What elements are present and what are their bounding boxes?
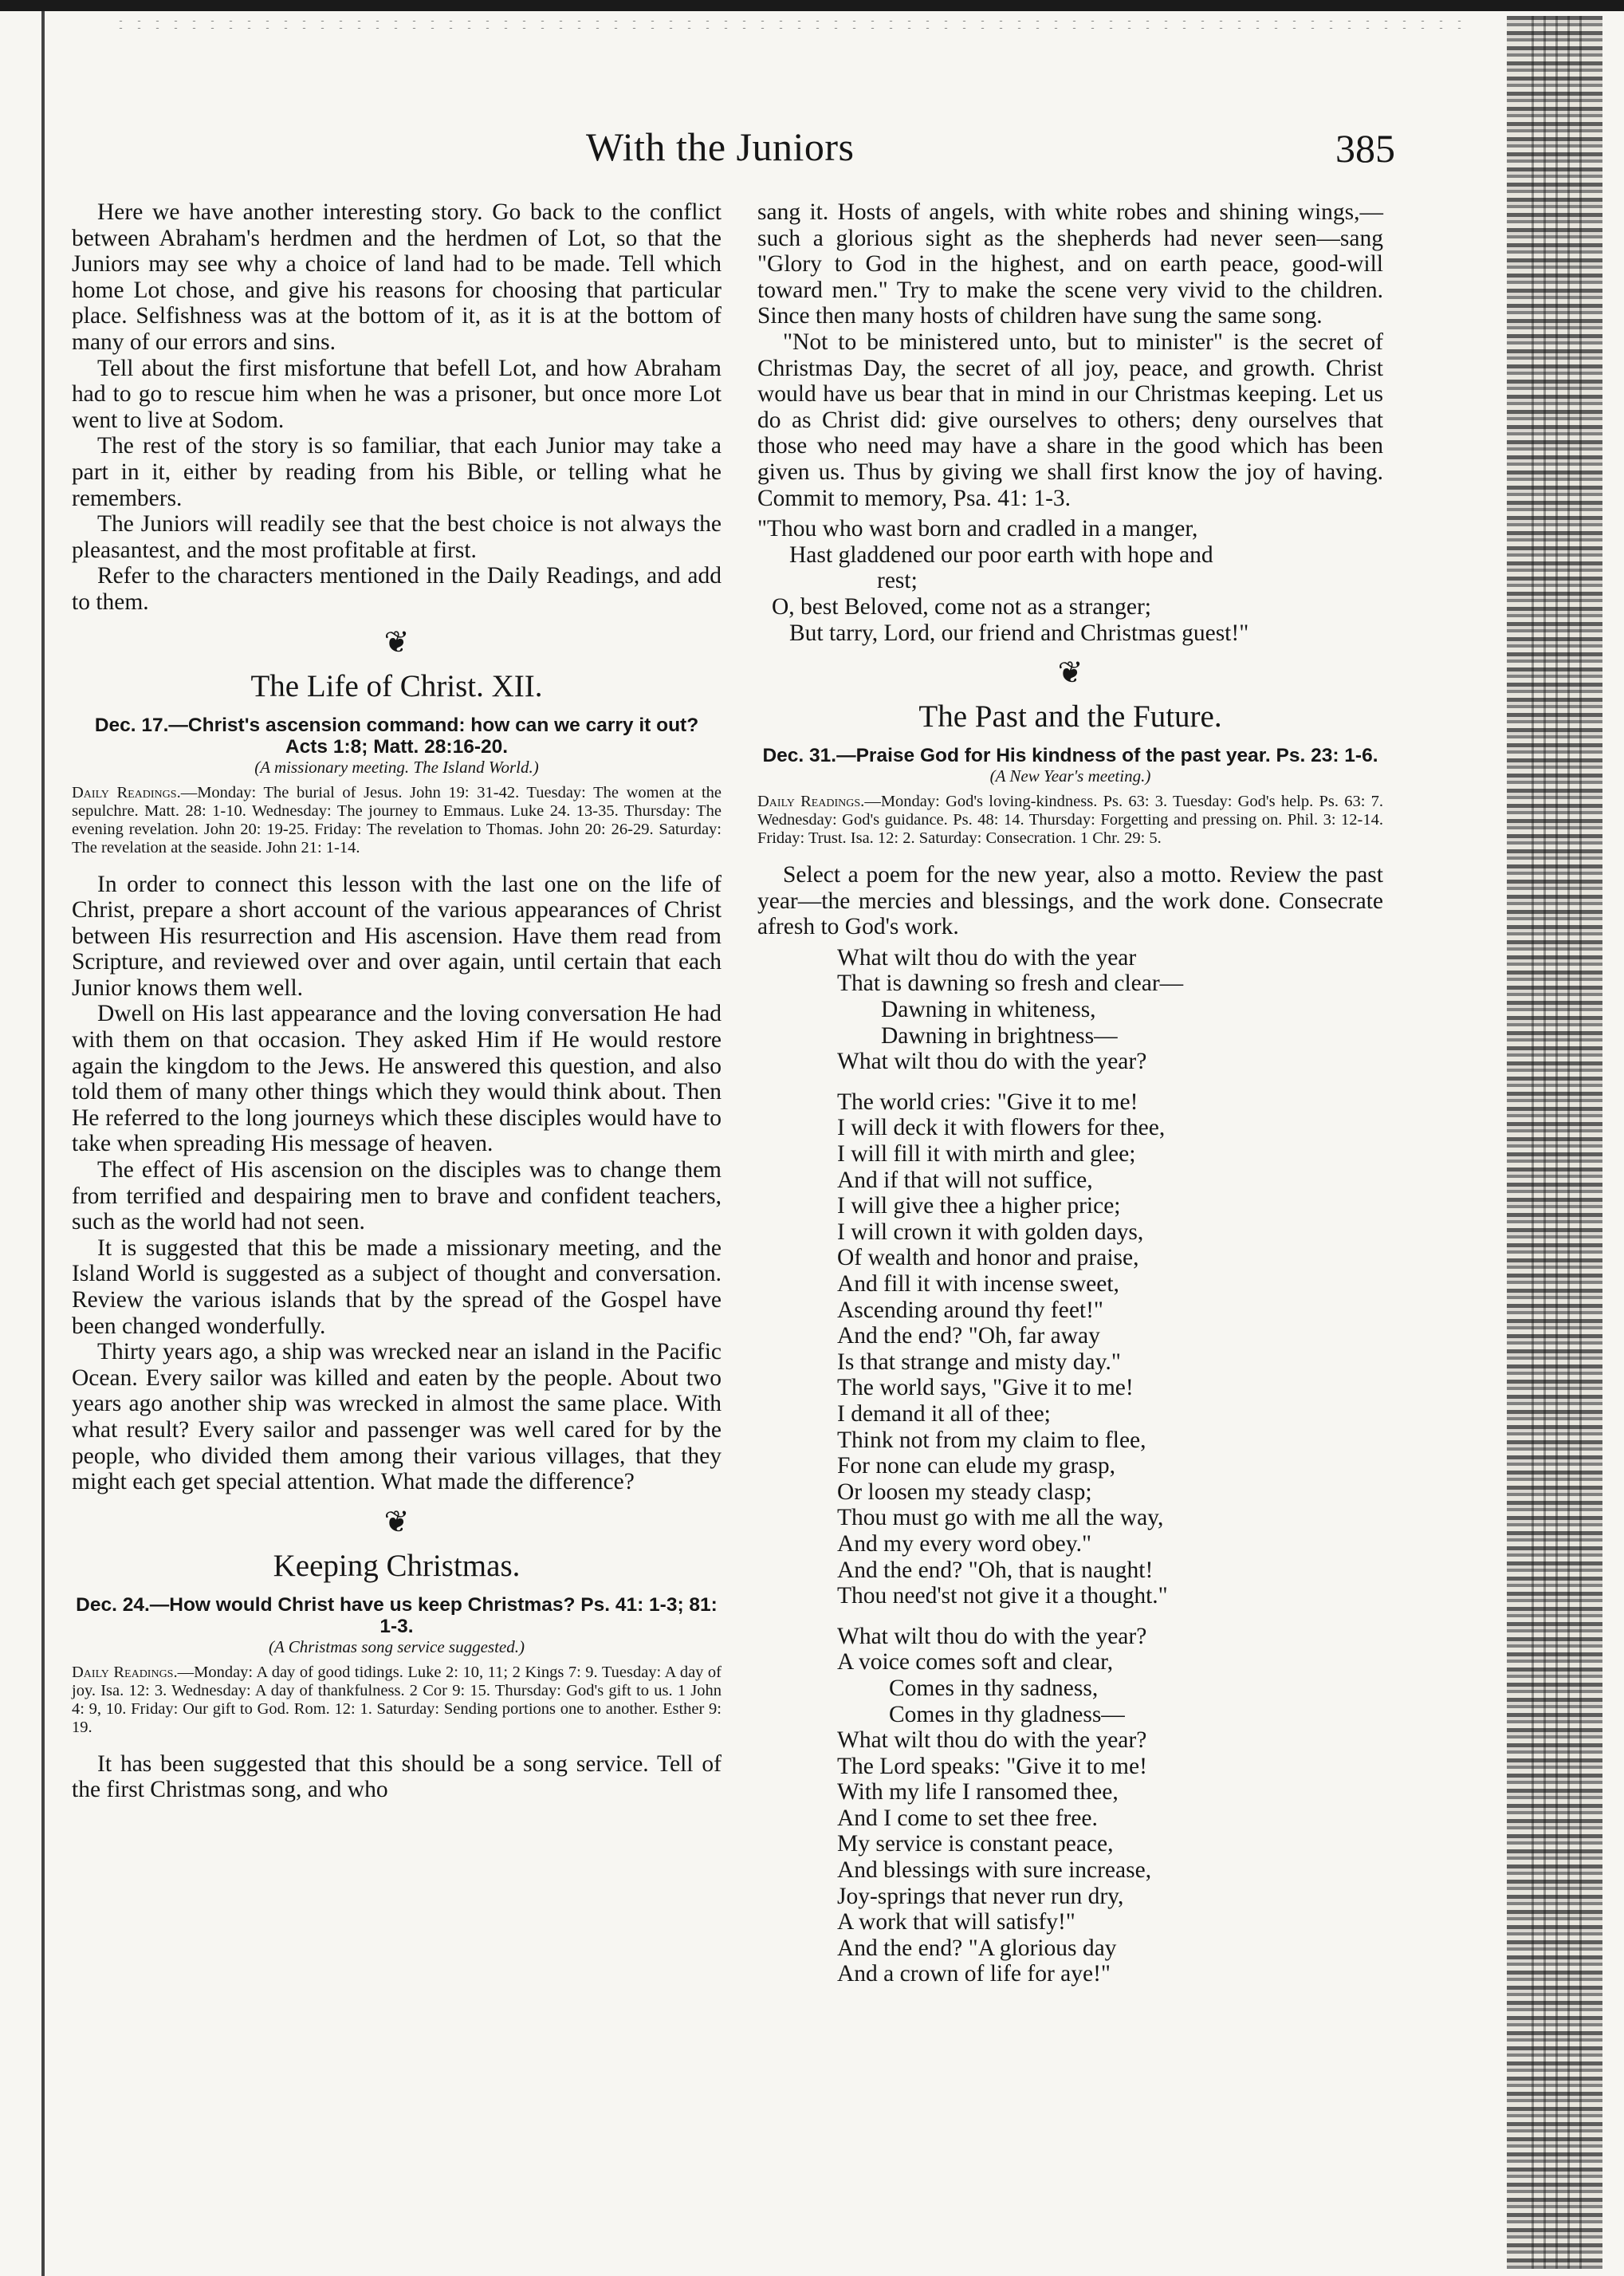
daily-readings [757, 793, 1383, 848]
stanza-gap [837, 1609, 1383, 1624]
poem-line: I will deck it with flowers for thee, [837, 1115, 1166, 1141]
poem-line: Hast gladdened our poor earth with hope and [789, 541, 1213, 568]
poem-line: What wilt thou do with the year? [837, 1623, 1147, 1649]
paragraph: "Not to be ministered unto, but to minister" is the secret of Christmas Day, the secret of all joy, peace, and growth. Christ would have us bear that in mind in our Christmas keeping. Let us do as Christ did: give ourselves to others; deny ourselves that those who need may have a share in the good which has been given us. Thus by giving we shall first know the joy of having. Commit to memory, Psa. 41: 1-3. [757, 329, 1383, 511]
fleuron-ornament: ❦ [383, 1505, 410, 1539]
readings-label: Daily Readings. [72, 783, 181, 801]
poem-line: For none can elude my grasp, [837, 1453, 1115, 1479]
paragraph: Select a poem for the new year, also a motto. Review the past year—the mercies and blessings, and the work done. Consecrate afresh to God's work. [757, 862, 1383, 940]
poem-line: With my life I ransomed thee, [837, 1779, 1119, 1805]
poem-line: And I come to set thee free. [837, 1805, 1098, 1831]
poem-line: And the end? "A glorious day [837, 1935, 1117, 1961]
poem-line: What wilt thou do with the year [837, 944, 1137, 971]
daily-readings [72, 784, 722, 857]
poem-line: O, best Beloved, come not as a stranger; [772, 593, 1151, 620]
paragraph: It has been suggested that this should be a song service. Tell of the first Christmas song, and who [72, 1750, 722, 1803]
running-title: With the Juniors [586, 124, 855, 169]
poem-line: "Thou who wast born and cradled in a manger, [757, 516, 1198, 542]
right-column [757, 199, 1383, 1992]
lesson-note: (A New Year's meeting.) [989, 766, 1151, 786]
poem-line: What wilt thou do with the year? [837, 1049, 1147, 1075]
poem-line: And the end? "Oh, far away [837, 1323, 1100, 1349]
binding-edge-texture-overlay [1527, 16, 1583, 2269]
poem-line: Dawning in brightness— [881, 1022, 1118, 1049]
poem-line: Thou need'st not give it a thought." [837, 1583, 1168, 1609]
paragraph: Tell about the first misfortune that befell Lot, and how Abraham had to go to rescue him when he was a prisoner, but once more Lot went to live at Sodom. [72, 355, 722, 433]
poem-line: That is dawning so fresh and clear— [837, 971, 1184, 997]
readings-label: Daily Readings. [72, 1663, 178, 1681]
poem-line: Ascending around thy feet!" [837, 1297, 1103, 1323]
lesson-note: (A missionary meeting. The Island World.) [254, 757, 539, 777]
poem-line: I will fill it with mirth and glee; [837, 1141, 1136, 1168]
poem-line: Dawning in whiteness, [881, 997, 1096, 1023]
poem-line: Comes in thy sadness, [889, 1675, 1099, 1701]
poem-line: What wilt thou do with the year? [837, 1727, 1147, 1754]
section-title: The Life of Christ. XII. [250, 668, 543, 703]
poem-line: I demand it all of thee; [837, 1400, 1051, 1427]
poem-line: And a crown of life for aye!" [837, 1961, 1111, 1987]
lesson-note: (A Christmas song service suggested.) [269, 1636, 525, 1656]
paragraph: Thirty years ago, a ship was wrecked near an island in the Pacific Ocean. Every sailor was killed and eaten by the people. About two years ago another ship was wrecked in almost the same place. With what result? Every sailor and passenger was well cared for by the people, who divided them among their various villages, that they might each get special attention. What made the difference? [72, 1339, 722, 1495]
paragraph: It is suggested that this be made a missionary meeting, and the Island World is suggested as a subject of thought and conversation. Review the various islands that by the spread of the Gospel have been changed wonderfully. [72, 1234, 722, 1339]
poem-line: Think not from my claim to flee, [837, 1427, 1146, 1453]
paragraph: The rest of the story is so familiar, that each Junior may take a part in it, either by reading from his Bible, or telling what he remembers. [72, 433, 722, 511]
left-margin-rule [41, 11, 45, 2276]
paragraph: Refer to the characters mentioned in the Daily Readings, and add to them. [72, 563, 722, 615]
print-specks [112, 18, 1467, 29]
poem-line: Thou must go with me all the way, [837, 1505, 1164, 1531]
poem-line: Is that strange and misty day." [837, 1349, 1121, 1375]
poem-line: And fill it with incense sweet, [837, 1271, 1119, 1297]
lesson-heading: Dec. 24.—How would Christ have us keep Christmas? Ps. 41: 1-3; 81: 1-3. [76, 1593, 718, 1637]
paragraph: The effect of His ascension on the disciples was to change them from terrified and despairing men to brave and confident teachers, such as the world had not seen. [72, 1157, 722, 1235]
poem-line: A work that will satisfy!" [837, 1909, 1075, 1935]
readings-text: —Monday: The burial of Jesus. John 19: 31-42. Tuesday: The women at the sepulchre. Matt. 28: 1-10. Wednesday: The journey to Emmaus. Luke 24. 13-35. Thursday: The evening revelation. John 20: 19-25. Friday: The revelation to Thomas. John 20: 26-29. Saturday: The revelation at the seaside. John 21: 1-14. [72, 783, 722, 856]
christmas-poem [757, 516, 1383, 646]
fleuron-ornament: ❦ [383, 625, 410, 660]
poem-line: But tarry, Lord, our friend and Christmas guest!" [789, 620, 1249, 646]
running-head [0, 124, 1483, 187]
poem-line: Joy-springs that never run dry, [837, 1883, 1124, 1909]
poem-line: Or loosen my steady clasp; [837, 1479, 1092, 1505]
poem-line: Comes in thy gladness— [889, 1701, 1125, 1727]
page-number: 385 [1335, 126, 1395, 171]
poem-line: And if that will not suffice, [837, 1167, 1093, 1193]
lesson-heading: Dec. 31.—Praise God for His kindness of the past year. Ps. 23: 1-6. [762, 745, 1378, 767]
poem-line: The world says, "Give it to me! [837, 1375, 1134, 1401]
fleuron-ornament: ❦ [1057, 656, 1083, 691]
poem-line: A voice comes soft and clear, [837, 1649, 1114, 1675]
poem-line: The Lord speaks: "Give it to me! [837, 1753, 1147, 1779]
paragraph: sang it. Hosts of angels, with white robes and shining wings,—such a glorious sight as the shepherds had never seen—sang "Glory to God in the highest, and on earth peace, good-will toward men." Try to make the scene very vivid to the children. Since then many hosts of children have sung the same song. [757, 199, 1383, 329]
poem-line: And the end? "Oh, that is naught! [837, 1557, 1154, 1583]
stanza-gap [837, 1075, 1383, 1089]
daily-readings [72, 1664, 722, 1737]
top-border-rule [0, 0, 1624, 11]
paragraph: The Juniors will readily see that the best choice is not always the pleasantest, and the most profitable at first. [72, 511, 722, 563]
readings-text: —Monday: A day of good tidings. Luke 2: 10, 11; 2 Kings 7: 9. Tuesday: A day of joy. Isa. 12: 3. Wednesday: A day of thankfulness. 2 Cor 9: 15. Thursday: God's gift to us. 1 John 4: 9, 10. Friday: Our gift to God. Rom. 12: 1. Saturday: Sending portions one to another. Esther 9: 19. [72, 1663, 722, 1736]
readings-label: Daily Readings. [757, 793, 865, 811]
new-year-poem [757, 945, 1383, 1987]
poem-line: The world cries: "Give it to me! [837, 1089, 1138, 1115]
readings-text: —Monday: God's loving-kindness. Ps. 63: 3. Tuesday: God's help. Ps. 63: 7. Wednesday: God's guidance. Ps. 48: 14. Thursday: Forgetting and pressing on. Phil. 3: 12-14. Friday: Trust. Isa. 12: 2. Saturday: Consecration. 1 Chr. 29: 5. [757, 793, 1384, 848]
paragraph: Here we have another interesting story. Go back to the conflict between Abraham's herdmen and the herdmen of Lot, so that the Juniors may see why a choice of land had to be made. Tell which home Lot chose, and give his reasons for choosing that particular place. Selfishness was at the bottom of it, as it is at the bottom of many of our errors and sins. [72, 199, 722, 355]
lesson-heading: Dec. 17.—Christ's ascension command: how can we carry it out? Acts 1:8; Matt. 28:16-20. [94, 714, 699, 758]
section-title: Keeping Christmas. [273, 1548, 521, 1583]
poem-line: And blessings with sure increase, [837, 1857, 1152, 1884]
poem-line: I will give thee a higher price; [837, 1193, 1121, 1219]
poem-line: And my every word obey." [837, 1530, 1091, 1557]
paragraph: In order to connect this lesson with the last one on the life of Christ, prepare a short account of the various appearances of Christ between His resurrection and His ascension. Have them read from Scripture, and reviewed over and over again, until certain that each Junior knows them well. [72, 871, 722, 1001]
poem-line: I will crown it with golden days, [837, 1219, 1144, 1245]
poem-line: My service is constant peace, [837, 1831, 1114, 1857]
left-column [72, 199, 722, 1803]
poem-line: rest; [877, 568, 918, 594]
paragraph: Dwell on His last appearance and the loving conversation He had with them on that occasion. They asked Him if He would restore again the kingdom to the Jews. He answered this question, and also told them of many other things which they would think about. Then He referred to the long journeys which these disciples would have to take when spreading His message of heaven. [72, 1001, 722, 1157]
poem-line: Of wealth and honor and praise, [837, 1245, 1139, 1271]
section-title: The Past and the Future. [918, 699, 1222, 734]
